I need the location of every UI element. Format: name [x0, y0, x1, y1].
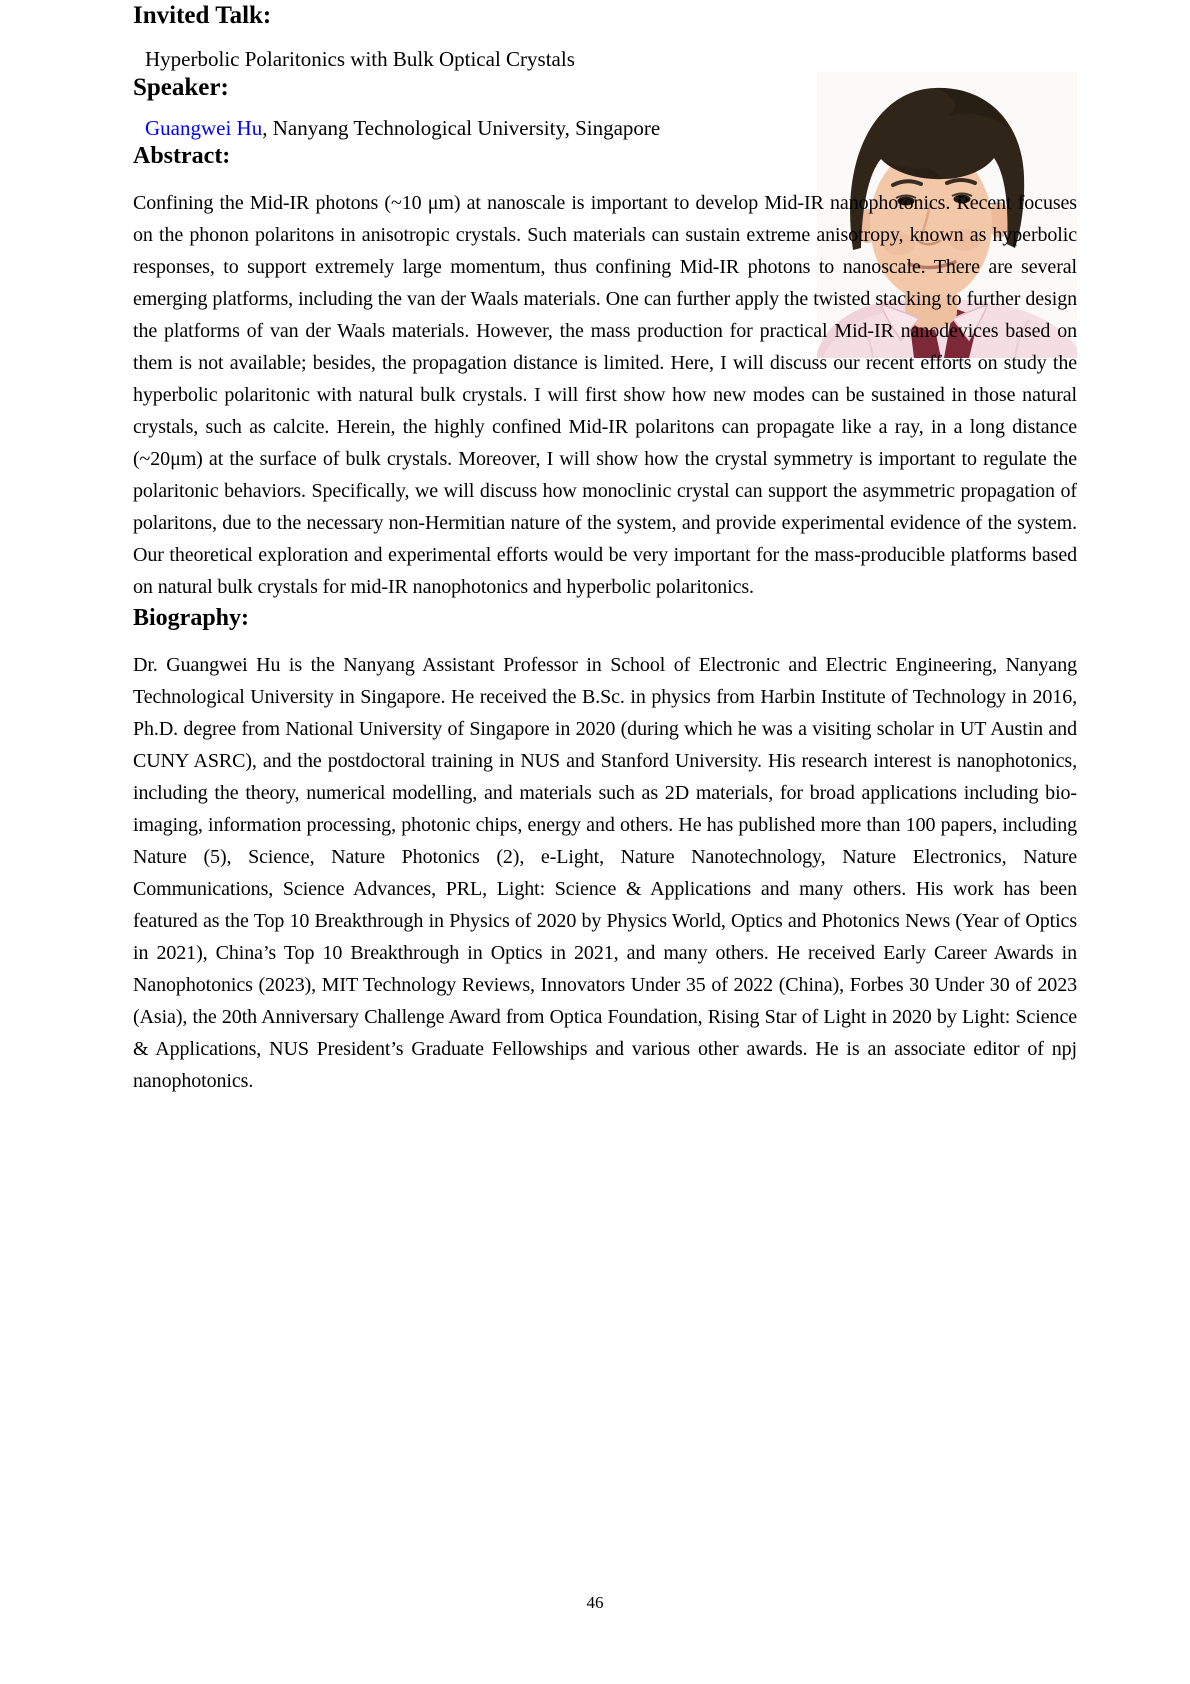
page-number: 46 [586, 1593, 604, 1612]
abstract-heading: Abstract: [133, 143, 231, 169]
talk-title: Hyperbolic Polaritonics with Bulk Optical Crystals [145, 47, 575, 71]
main-content [133, 0, 1077, 1097]
invited-talk-heading: Invited Talk: [133, 2, 272, 29]
biography-heading: Biography: [133, 605, 250, 631]
speaker-affiliation: , Nanyang Technological University, Singapore [262, 116, 661, 140]
abstract-text: Confining the Mid-IR photons (~10 μm) at nanoscale is important to develop Mid-IR nanophotonics. Recent focuses on the phonon polaritons in anisotropic crystals. Such materials can sustain extreme anisotropy, known as hyperbolic responses, to support extremely large momentum, thus confining Mid-IR photons to nanoscale. There are several emerging platforms, including the van der Waals materials. One can further apply the twisted stacking to further design the platforms of van der Waals materials. However, the mass production for practical Mid-IR nanodevices based on them is not available; besides, the propagation distance is limited. Here, I will discuss our recent efforts on study the hyperbolic polaritonic with natural bulk crystals. I will first show how new modes can be sustained in those natural crystals, such as calcite. Herein, the highly confined Mid-IR polaritons can propagate like a ray, in a long distance (~20μm) at the surface of bulk crystals. Moreover, I will show how the crystal symmetry is important to regulate the polaritonic behaviors. Specifically, we will discuss how monoclinic crystal can support the asymmetric propagation of polaritons, due to the necessary non-Hermitian nature of the system, and provide experimental evidence of the system. Our theoretical exploration and experimental efforts would be very important for the mass-producible platforms based on natural bulk crystals for mid-IR nanophotonics and hyperbolic polaritonics. [133, 192, 1077, 598]
speaker-heading: Speaker: [133, 74, 229, 101]
speaker-name-link[interactable]: Guangwei Hu [145, 116, 263, 140]
biography-text: Dr. Guangwei Hu is the Nanyang Assistant Professor in School of Electronic and Electric Engineering, Nanyang Technological University in Singapore. He received the B.Sc. in physics from Harbin Institute of Technology in 2016, Ph.D. degree from National University of Singapore in 2020 (during which he was a visiting scholar in UT Austin and CUNY ASRC), and the postdoctoral training in NUS and Stanford University. His research interest is nanophotonics, including the theory, numerical modelling, and materials such as 2D materials, for broad applications including bio-imaging, information processing, photonic chips, energy and others. He has published more than 100 papers, including Nature (5), Science, Nature Photonics (2), e-Light, Nature Nanotechnology, Nature Electronics, Nature Communications, Science Advances, PRL, Light: Science & Applications and many others. His work has been featured as the Top 10 Breakthrough in Physics of 2020 by Physics World, Optics and Photonics News (Year of Optics in 2021), China’s Top 10 Breakthrough in Optics in 2021, and many others. He received Early Career Awards in Nanophotonics (2023), MIT Technology Reviews, Innovators Under 35 of 2022 (China), Forbes 30 Under 30 of 2023 (Asia), the 20th Anniversary Challenge Award from Optica Foundation, Rising Star of Light in 2020 by Light: Science & Applications, NUS President’s Graduate Fellowships and various other awards. He is an associate editor of npj nanophotonics. [133, 654, 1077, 1092]
speaker-line [145, 115, 1077, 141]
